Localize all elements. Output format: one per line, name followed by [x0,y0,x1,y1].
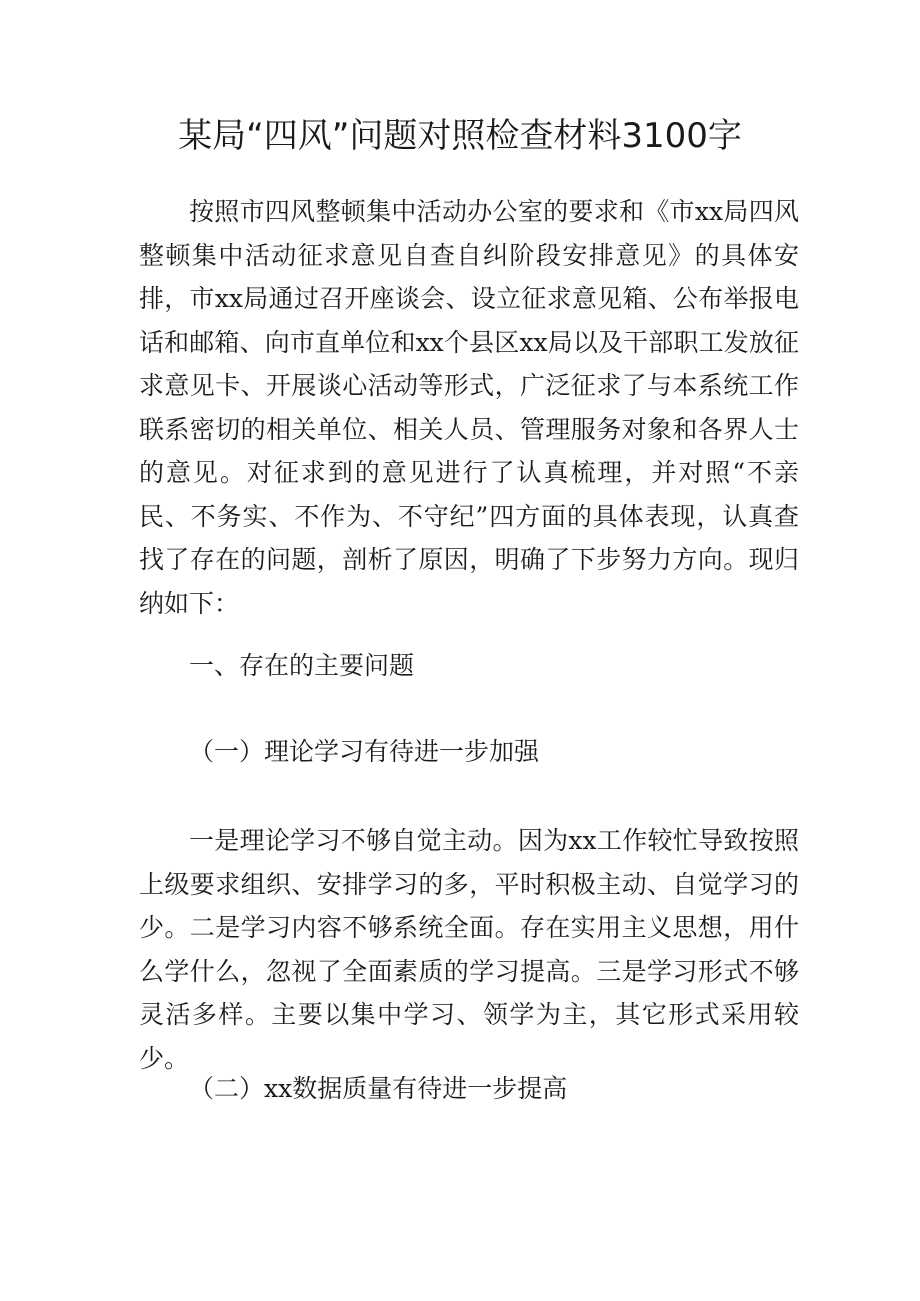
theory-study-paragraph: 一是理论学习不够自觉主动。因为xx工作较忙导致按照上级要求组织、安排学习的多，平时积极主动、自觉学习的少。二是学习内容不够系统全面。存在实用主义思想，用什么学什么，忽视了全面素质的学习提高。三是学习形式不够灵活多样。主要以集中学习、领学为主，其它形式采用较少。 [139,826,799,1073]
document-title: 某局“四风”问题对照检查材料3100字 [178,116,742,156]
section-heading-main-problems: 一、存在的主要问题 [189,651,415,680]
subsection-heading-theory-study: （一）理论学习有待进一步加强 [189,737,540,766]
intro-paragraph: 按照市四风整顿集中活动办公室的要求和《市xx局四风整顿集中活动征求意见自查自纠阶段安排意见》的具体安排，市xx局通过召开座谈会、设立征求意见箱、公布举报电话和邮箱、向市直单位和xx个县区xx局以及干部职工发放征求意见卡、开展谈心活动等形式，广泛征求了与本系统工作联系密切的相关单位、相关人员、管理服务对象和各界人士的意见。对征求到的意见进行了认真梳理，并对照“不亲民、不务实、不作为、不守纪”四方面的具体表现，认真查找了存在的问题，剖析了原因，明确了下步努力方向。现归纳如下： [139,197,799,618]
subsection-heading-data-quality: （二）xx数据质量有待进一步提高 [189,1074,568,1103]
